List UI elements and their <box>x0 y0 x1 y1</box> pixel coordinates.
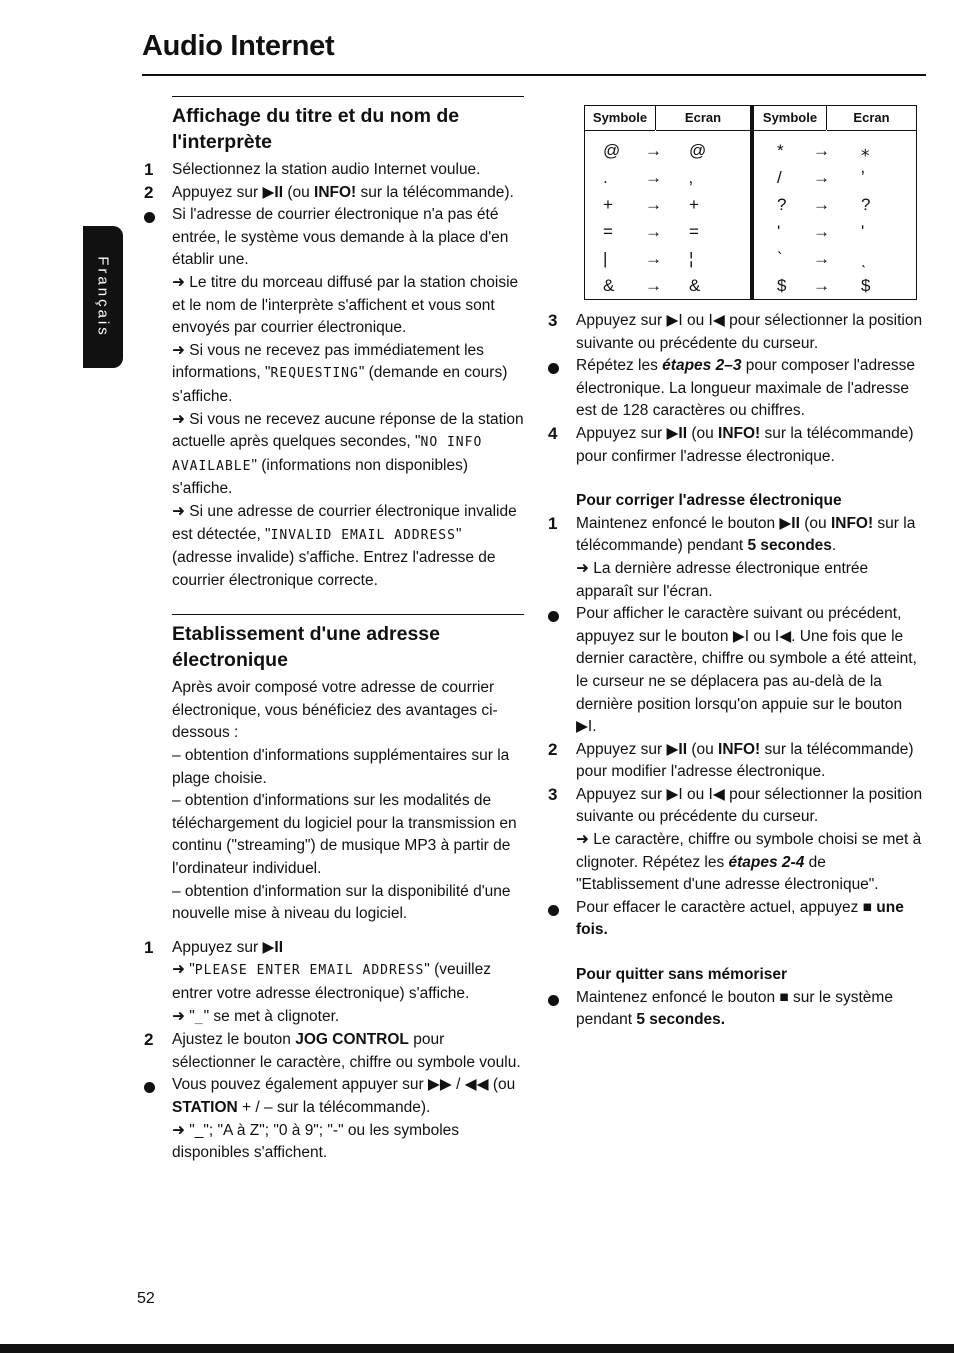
result-note: ➜ Si une adresse de courrier électronique invalide est détectée, "INVALID EMAIL ADDRESS" (adresse invalide) s'affiche. Entrez l'adresse de courrier électronique correcte. <box>172 502 517 589</box>
symbol-right: ` <box>777 249 783 268</box>
step-2: 2 Ajustez le bouton JOG CONTROL pour sélectionner le caractère, chiffre ou symbole voulu. <box>144 1030 521 1071</box>
display-text: REQUESTING <box>270 366 359 382</box>
page-title: Audio Internet <box>142 30 335 62</box>
result-note: ➜ "_" se met à clignoter. <box>172 1007 340 1025</box>
play-pause-symbol: ▶II <box>666 424 688 442</box>
info-button-label: INFO! <box>718 424 761 442</box>
step-text: sur la télécommande). <box>356 183 514 201</box>
arrow-icon: → <box>645 222 662 241</box>
arrow-icon: → <box>813 276 830 295</box>
info-button-label: INFO! <box>830 514 874 532</box>
display-text: _ <box>194 1009 204 1025</box>
arrow-icon: → <box>645 249 662 268</box>
step-3: 3 Appuyez sur ▶I ou I◀ pour sélectionner la position suivante ou précédente du curseur. <box>548 784 923 826</box>
section-rule <box>172 96 524 97</box>
bullet-icon <box>144 1082 155 1093</box>
screen-left: = <box>689 222 699 241</box>
step-number: 2 <box>144 1030 154 1050</box>
result-note: ➜ La dernière adresse électronique entrée apparaît sur l'écran. <box>576 559 869 600</box>
play-pause-symbol: ▶II <box>779 514 800 532</box>
step-1: 1 Maintenez enfoncé le bouton ▶II (ou INFO! sur la télécommande) pendant 5 secondes. <box>548 513 916 555</box>
table-header: Ecran <box>656 106 750 131</box>
arrow-icon: → <box>645 195 662 214</box>
symbol-left: = <box>603 222 613 241</box>
jog-control-label: JOG CONTROL <box>295 1031 409 1049</box>
screen-right: ˎ <box>861 249 867 268</box>
step-4: 4 Appuyez sur ▶II (ou INFO! sur la télécommande) pour confirmer l'adresse électronique. <box>548 423 914 465</box>
section-rule <box>172 614 524 615</box>
info-button-label: INFO! <box>718 740 761 758</box>
station-label: STATION <box>172 1098 238 1116</box>
table-header: Symbole <box>754 106 826 131</box>
symbol-right: * <box>777 141 784 160</box>
screen-left: ¦ <box>689 249 694 268</box>
screen-left: ‚ <box>689 168 693 187</box>
screen-left: + <box>689 195 699 214</box>
play-pause-symbol: ▶II <box>262 938 284 956</box>
bullet-note <box>172 204 524 272</box>
bullet-note: Répétez les étapes 2–3 pour composer l'adresse électronique. La longueur maximale de l'adresse est de 128 caractères ou chiffres. <box>576 355 926 423</box>
page-number: 52 <box>137 1290 155 1307</box>
screen-right: $ <box>861 276 871 295</box>
bullet-text: Si l'adresse de courrier électronique n'a pas été entrée, le système vous demande à la place d'en établir une. <box>172 206 509 269</box>
step-1 <box>144 159 524 182</box>
step-number: 2 <box>144 182 154 202</box>
step-number: 4 <box>548 423 558 443</box>
section-title-email: Etablissement d'une adresse électronique <box>172 623 440 672</box>
bullet-icon <box>548 363 559 374</box>
step-number: 1 <box>144 160 154 179</box>
play-pause-symbol: ▶II <box>262 183 284 201</box>
result-note: ➜ "PLEASE ENTER EMAIL ADDRESS" (veuillez entrer votre adresse électronique) s'affiche. <box>172 961 491 1002</box>
result-note: ➜ Le caractère, chiffre ou symbole choisi se met à clignoter. Répétez les étapes 2-4 de "Etablissement d'une adresse électronique". <box>576 831 922 894</box>
bullet-note: Pour afficher le caractère suivant ou précédent, appuyez sur le bouton ▶I ou I◀. Une fois que le dernier caractère, chiffre ou symbole a été atteint, le curseur ne se déplacera pas au-delà de la dernière position lorsqu'on appuie sur le bouton ▶I. <box>576 603 926 739</box>
screen-right: ⁎ <box>861 141 870 160</box>
dash-item: – obtention d'informations supplémentaires sur la plage choisie. <box>172 747 510 787</box>
step-text: Sélectionnez la station audio Internet voulue. <box>172 161 481 178</box>
subheading-correct: Pour corriger l'adresse électronique <box>576 492 842 510</box>
step-number: 1 <box>144 937 154 957</box>
left-column <box>144 96 524 1165</box>
result-note: ➜ Le titre du morceau diffusé par la station choisie et le nom de l'interprète s'affichent et vous sont envoyés par courrier électronique. <box>172 273 519 337</box>
arrow-icon: → <box>813 141 830 160</box>
language-tab <box>83 226 123 368</box>
table-header: Symbole <box>585 106 655 131</box>
bullet-note: Pour effacer le caractère actuel, appuyez ■ une fois. <box>576 897 926 942</box>
step-number: 2 <box>548 739 558 759</box>
section-title-display: Affichage du titre et du nom de l'interprète <box>172 105 460 153</box>
symbol-right: / <box>777 168 782 187</box>
arrow-icon: → <box>813 249 830 268</box>
symbol-table <box>584 105 917 300</box>
arrow-icon: → <box>645 168 662 187</box>
screen-right: ʼ <box>861 168 865 187</box>
screen-right: ʹ <box>861 222 865 241</box>
arrow-icon: → <box>813 222 830 241</box>
bullet-icon <box>548 905 559 916</box>
step-2 <box>144 182 524 205</box>
symbol-right: ' <box>777 222 781 241</box>
screen-left: & <box>689 276 701 295</box>
result-note: ➜ "_"; "A à Z"; "0 à 9"; "-" ou les symboles disponibles s'affichent. <box>172 1121 460 1162</box>
step-3: 3 Appuyez sur ▶I ou I◀ pour sélectionner la position suivante ou précédente du curseur. <box>548 311 923 352</box>
play-pause-symbol: ▶II <box>666 740 688 758</box>
step-text: Appuyez sur <box>172 183 263 201</box>
symbol-left: . <box>603 168 608 187</box>
step-number: 1 <box>548 513 558 533</box>
screen-right: ? <box>861 195 871 214</box>
symbol-left: @ <box>603 141 621 160</box>
intro-text: Après avoir composé votre adresse de courrier électronique, vous bénéficiez des avantages ci-dessous : <box>172 679 498 742</box>
arrow-icon: → <box>645 276 662 295</box>
symbol-left: | <box>603 249 608 268</box>
symbol-right: $ <box>777 276 787 295</box>
display-text: PLEASE ENTER EMAIL ADDRESS <box>194 963 425 979</box>
table-divider <box>750 106 754 300</box>
symbol-left: + <box>603 195 613 214</box>
step-2: 2 Appuyez sur ▶II (ou INFO! sur la télécommande) pour modifier l'adresse électronique. <box>548 739 914 781</box>
dash-item: – obtention d'informations sur les modalités de téléchargement du logiciel pour la transmission en continu ("streaming") de musique MP3 à partir de l'ordinateur individuel. <box>172 792 517 878</box>
symbol-left: & <box>603 276 615 295</box>
bullet-icon <box>548 995 559 1006</box>
result-note: ➜ Si vous ne recevez pas immédiatement les informations, "REQUESTING" (demande en cours) s'affiche. <box>172 341 508 405</box>
dash-item: – obtention d'information sur la disponibilité d'une nouvelle mise à niveau du logiciel. <box>172 882 511 923</box>
step-1: 1 Appuyez sur ▶II <box>172 937 524 960</box>
bullet-icon <box>144 212 155 223</box>
symbol-right: ? <box>777 195 787 214</box>
display-text: NO INFO AVAILABLE <box>172 435 483 474</box>
step-number: 3 <box>548 311 558 330</box>
right-column <box>548 310 926 1032</box>
result-note: ➜ Si vous ne recevez aucune réponse de la station actuelle après quelques secondes, "NO INFO AVAILABLE" (informations non disponibles) s'affiche. <box>172 410 524 498</box>
info-button-label: INFO! <box>314 183 357 201</box>
bottom-bar <box>0 1344 954 1353</box>
step-number: 3 <box>548 784 558 804</box>
display-text: INVALID EMAIL ADDRESS <box>270 527 456 543</box>
subheading-quit: Pour quitter sans mémoriser <box>576 966 788 984</box>
table-header: Ecran <box>827 106 916 131</box>
title-rule <box>142 74 926 76</box>
screen-left: @ <box>689 141 707 160</box>
step-text: (ou <box>283 183 315 201</box>
arrow-icon: → <box>645 141 662 160</box>
arrow-icon: → <box>813 168 830 187</box>
bullet-icon <box>548 611 559 622</box>
bullet-note: Vous pouvez également appuyer sur ▶▶ / ◀◀ (ou STATION + / – sur la télécommande). <box>172 1074 524 1119</box>
language-tab-label: Français <box>94 256 112 338</box>
bullet-note: Maintenez enfoncé le bouton ■ sur le système pendant 5 secondes. <box>576 987 926 1032</box>
arrow-icon: → <box>813 195 830 214</box>
